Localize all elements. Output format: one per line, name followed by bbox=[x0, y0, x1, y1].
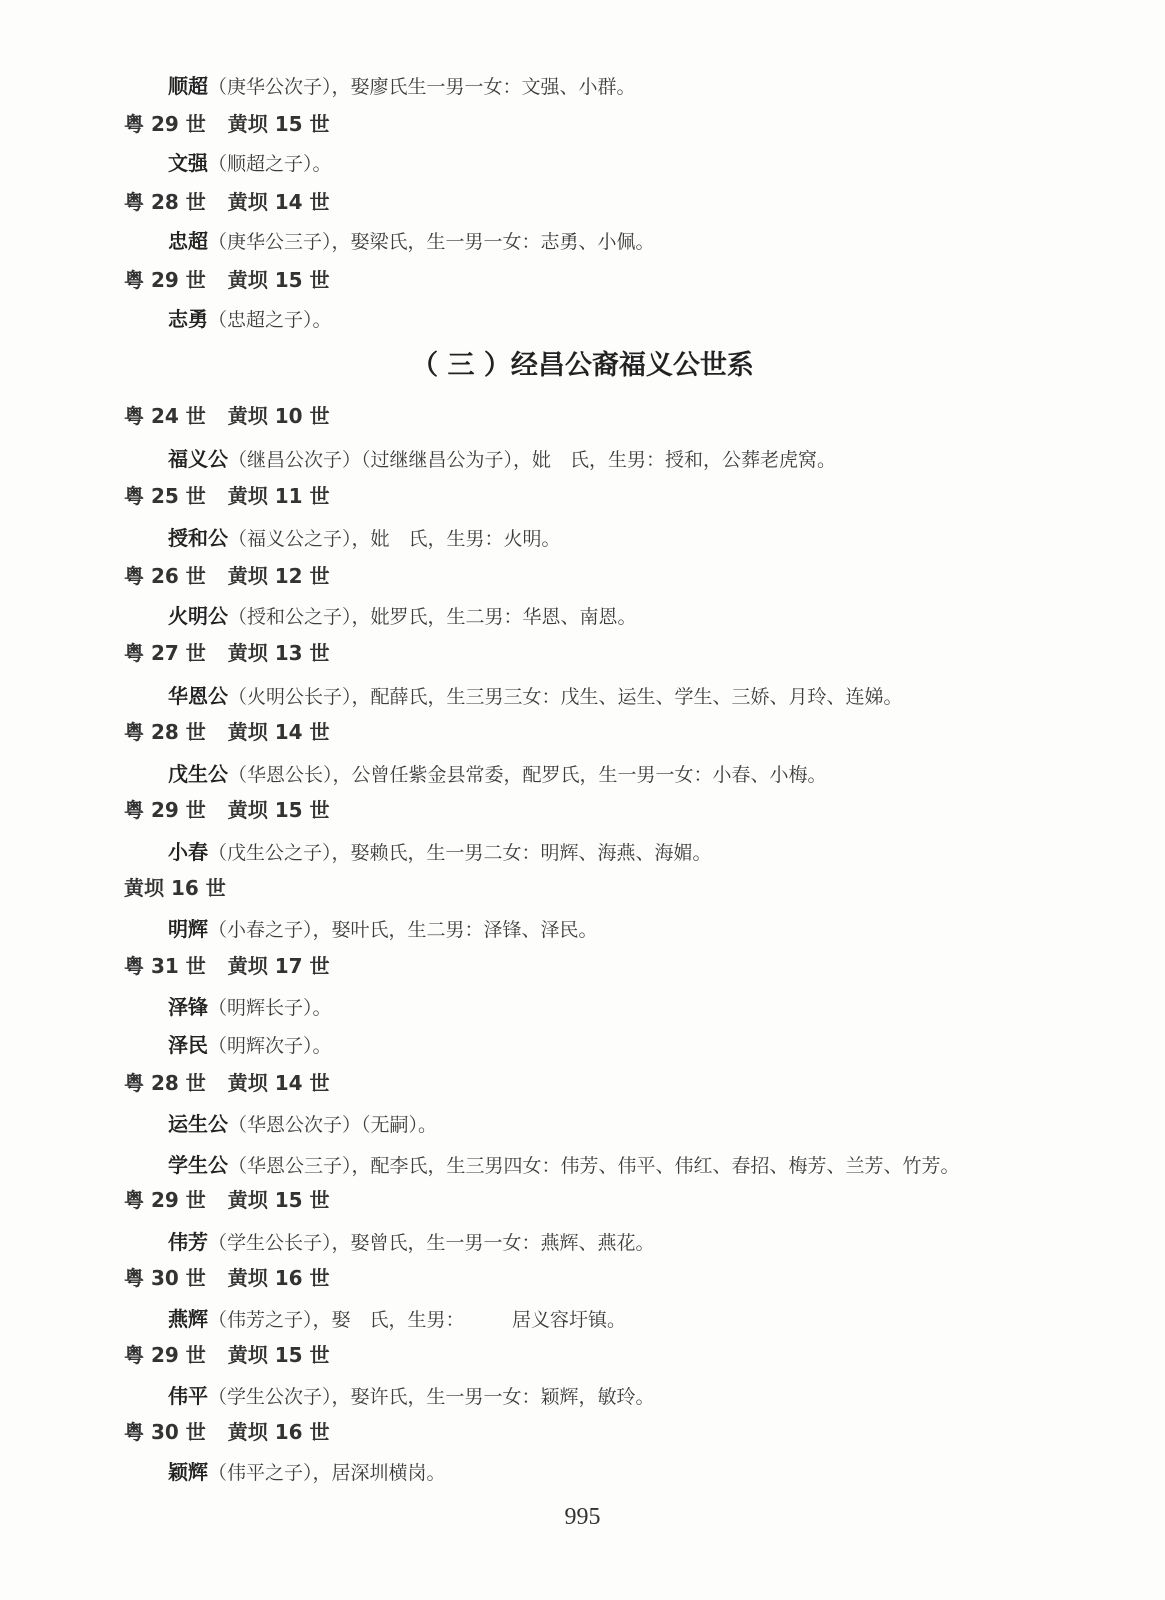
person-name: 学生公 bbox=[168, 1153, 228, 1177]
yue-generation: 粤 28 世 bbox=[124, 720, 206, 744]
yue-generation: 粤 29 世 bbox=[124, 268, 206, 292]
genealogy-entry bbox=[168, 309, 332, 330]
entry-description: （顺超之子）。 bbox=[208, 153, 332, 175]
entry-description: （学生公次子），娶许氏，生一男一女：颖辉，敏玲。 bbox=[208, 1386, 655, 1408]
huangba-generation: 黄坝 12 世 bbox=[227, 564, 330, 588]
person-name: 忠超 bbox=[168, 229, 208, 253]
huangba-generation: 黄坝 16 世 bbox=[124, 876, 226, 900]
huangba-generation: 黄坝 16 世 bbox=[227, 1420, 330, 1444]
huangba-generation: 黄坝 14 世 bbox=[227, 190, 330, 214]
genealogy-entry bbox=[168, 764, 827, 785]
person-name: 火明公 bbox=[168, 604, 228, 628]
person-name: 华恩公 bbox=[168, 684, 228, 708]
yue-generation: 粤 28 世 bbox=[124, 1071, 206, 1095]
genealogy-entry bbox=[168, 842, 712, 863]
yue-generation: 粤 26 世 bbox=[124, 564, 206, 588]
entry-description: （忠超之子）。 bbox=[208, 309, 332, 331]
person-name: 文强 bbox=[168, 151, 208, 175]
genealogy-entry bbox=[168, 1035, 332, 1056]
huangba-generation: 黄坝 14 世 bbox=[227, 720, 330, 744]
huangba-generation: 黄坝 15 世 bbox=[227, 798, 330, 822]
genealogy-entry bbox=[168, 1114, 437, 1135]
entry-description: （学生公长子），娶曾氏，生一男一女：燕辉、燕花。 bbox=[208, 1232, 655, 1254]
person-name: 伟平 bbox=[168, 1384, 208, 1408]
person-name: 明辉 bbox=[168, 917, 208, 941]
entry-description: （继昌公次子）（过继继昌公为子），妣 氏，生男：授和，公葬老虎窝。 bbox=[228, 449, 837, 471]
entry-description: （小春之子），娶叶氏，生二男：泽锋、泽民。 bbox=[208, 919, 598, 941]
yue-generation: 粤 24 世 bbox=[124, 404, 206, 428]
genealogy-entry bbox=[168, 1462, 446, 1483]
huangba-generation: 黄坝 15 世 bbox=[227, 112, 330, 136]
genealogy-entry bbox=[168, 1386, 655, 1407]
generation-header bbox=[124, 1073, 330, 1093]
huangba-generation: 黄坝 11 世 bbox=[227, 484, 330, 508]
genealogy-entry bbox=[168, 997, 332, 1018]
generation-header bbox=[124, 878, 226, 898]
generation-header bbox=[124, 1190, 330, 1210]
genealogy-entry bbox=[168, 153, 332, 174]
yue-generation: 粤 30 世 bbox=[124, 1420, 206, 1444]
genealogy-entry bbox=[168, 528, 561, 549]
entry-description: （伟平之子），居深圳横岗。 bbox=[208, 1462, 446, 1484]
genealogy-entry bbox=[168, 606, 637, 627]
generation-header bbox=[124, 956, 330, 976]
generation-header bbox=[124, 643, 330, 663]
section-heading: （ 三 ）经昌公裔福义公世系 bbox=[411, 350, 754, 381]
generation-header bbox=[124, 114, 330, 134]
yue-generation: 粤 25 世 bbox=[124, 484, 206, 508]
genealogy-entry bbox=[168, 76, 636, 97]
entry-description: （火明公长子），配薛氏，生三男三女：戊生、运生、学生、三娇、月玲、连娣。 bbox=[228, 686, 903, 708]
person-name: 授和公 bbox=[168, 526, 228, 550]
yue-generation: 粤 27 世 bbox=[124, 641, 206, 665]
yue-generation: 粤 31 世 bbox=[124, 954, 206, 978]
generation-header bbox=[124, 566, 330, 586]
yue-generation: 粤 29 世 bbox=[124, 1188, 206, 1212]
yue-generation: 粤 30 世 bbox=[124, 1266, 206, 1290]
generation-header bbox=[124, 722, 330, 742]
entry-description: （福义公之子），妣 氏，生男：火明。 bbox=[228, 528, 561, 550]
page-number: 995 bbox=[564, 1504, 601, 1530]
entry-description: （华恩公次子）（无嗣）。 bbox=[228, 1114, 438, 1136]
genealogy-entry bbox=[168, 231, 655, 252]
person-name: 燕辉 bbox=[168, 1307, 208, 1331]
huangba-generation: 黄坝 13 世 bbox=[227, 641, 330, 665]
generation-header bbox=[124, 406, 330, 426]
yue-generation: 粤 29 世 bbox=[124, 112, 206, 136]
genealogy-entry bbox=[168, 1232, 655, 1253]
genealogy-entry bbox=[168, 919, 598, 940]
yue-generation: 粤 29 世 bbox=[124, 1343, 206, 1367]
person-name: 顺超 bbox=[168, 74, 208, 98]
generation-header bbox=[124, 1268, 330, 1288]
generation-header bbox=[124, 1345, 330, 1365]
generation-header bbox=[124, 192, 330, 212]
person-name: 志勇 bbox=[168, 307, 208, 331]
huangba-generation: 黄坝 14 世 bbox=[227, 1071, 330, 1095]
person-name: 泽锋 bbox=[168, 995, 208, 1019]
person-name: 颖辉 bbox=[168, 1460, 208, 1484]
huangba-generation: 黄坝 15 世 bbox=[227, 1343, 330, 1367]
person-name: 伟芳 bbox=[168, 1230, 208, 1254]
entry-description: （明辉长子）。 bbox=[208, 997, 332, 1019]
person-name: 戊生公 bbox=[168, 762, 228, 786]
person-name: 运生公 bbox=[168, 1112, 228, 1136]
genealogy-entry bbox=[168, 1155, 960, 1176]
entry-description: （明辉次子）。 bbox=[208, 1035, 332, 1057]
huangba-generation: 黄坝 15 世 bbox=[227, 268, 330, 292]
yue-generation: 粤 29 世 bbox=[124, 798, 206, 822]
entry-description: （华恩公三子），配李氏，生三男四女：伟芳、伟平、伟红、春招、梅芳、兰芳、竹芳。 bbox=[228, 1155, 960, 1177]
yue-generation: 粤 28 世 bbox=[124, 190, 206, 214]
entry-description: （伟芳之子），娶 氏，生男： 居义容圩镇。 bbox=[208, 1309, 627, 1331]
generation-header bbox=[124, 486, 330, 506]
huangba-generation: 黄坝 16 世 bbox=[227, 1266, 330, 1290]
person-name: 福义公 bbox=[168, 447, 228, 471]
entry-description: （华恩公长），公曾任紫金县常委，配罗氏，生一男一女：小春、小梅。 bbox=[228, 764, 827, 786]
huangba-generation: 黄坝 15 世 bbox=[227, 1188, 330, 1212]
entry-description: （庚华公次子），娶廖氏生一男一女：文强、小群。 bbox=[208, 76, 636, 98]
generation-header bbox=[124, 1422, 330, 1442]
generation-header bbox=[124, 800, 330, 820]
entry-description: （授和公之子），妣罗氏，生二男：华恩、南恩。 bbox=[228, 606, 637, 628]
genealogy-entry bbox=[168, 686, 903, 707]
huangba-generation: 黄坝 10 世 bbox=[227, 404, 330, 428]
person-name: 泽民 bbox=[168, 1033, 208, 1057]
person-name: 小春 bbox=[168, 840, 208, 864]
genealogy-entry bbox=[168, 1309, 626, 1330]
generation-header bbox=[124, 270, 330, 290]
entry-description: （庚华公三子），娶梁氏，生一男一女：志勇、小佩。 bbox=[208, 231, 655, 253]
entry-description: （戊生公之子），娶赖氏，生一男二女：明辉、海燕、海媚。 bbox=[208, 842, 712, 864]
huangba-generation: 黄坝 17 世 bbox=[227, 954, 330, 978]
genealogy-entry bbox=[168, 449, 836, 470]
